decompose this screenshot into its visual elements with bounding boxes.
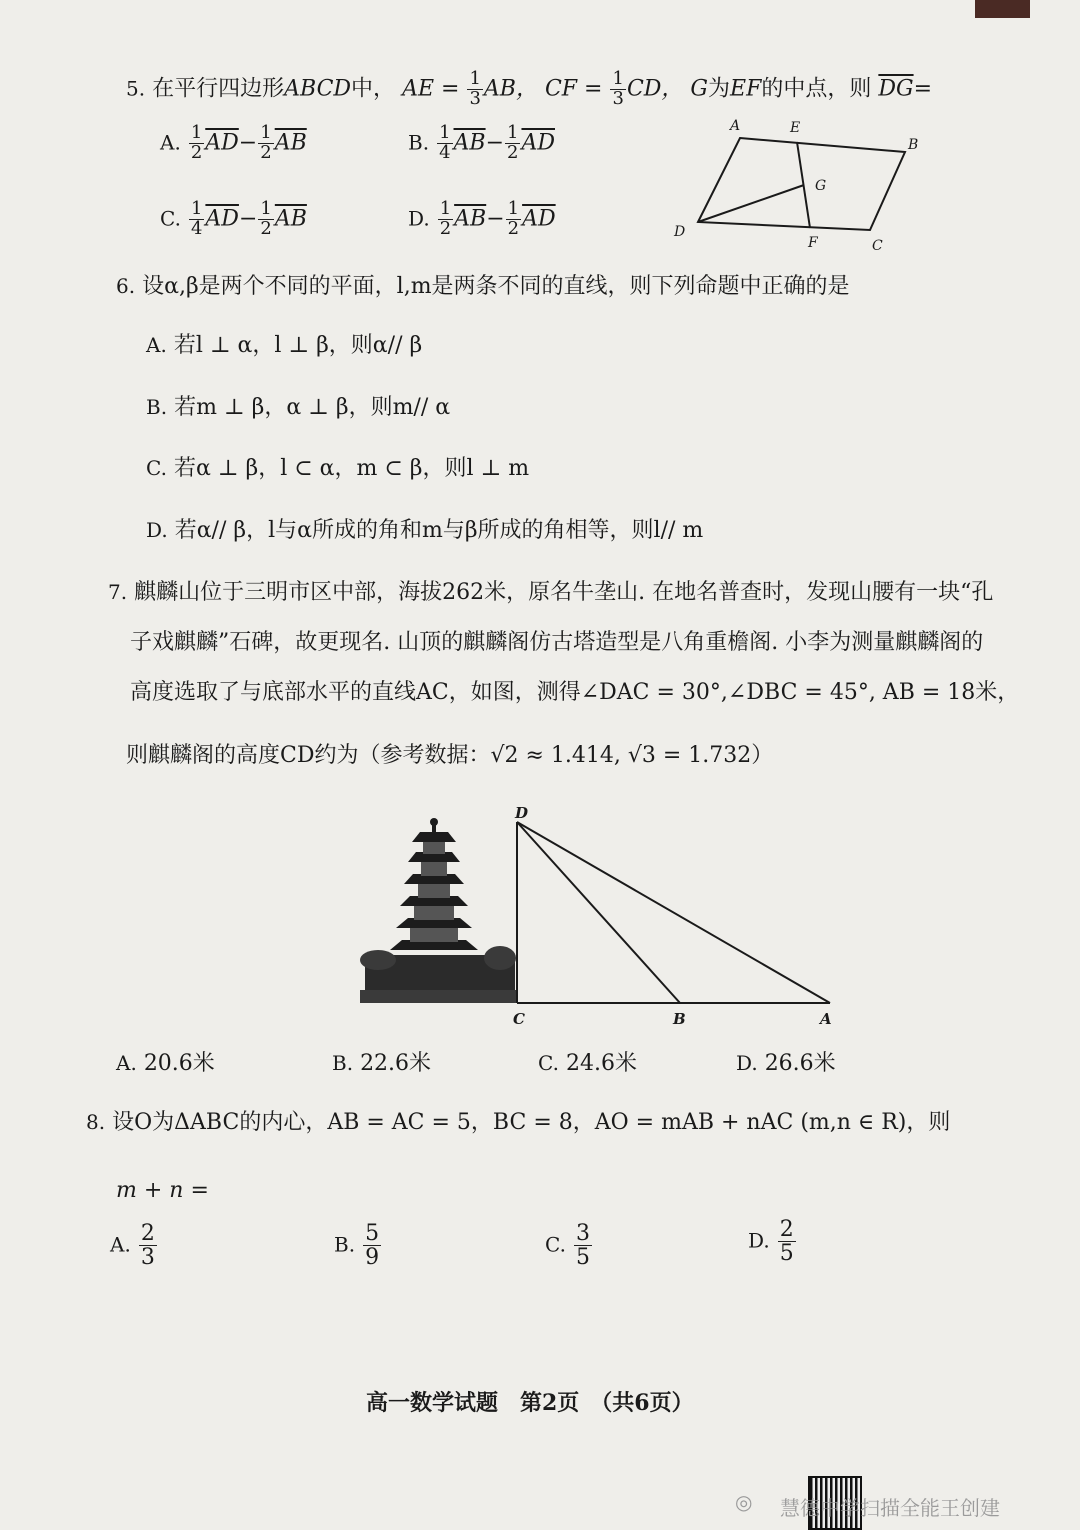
- q5-number: 5.: [126, 76, 146, 101]
- q5-option-b: B. $\frac{1}{4}$ $\overline{AB}-$ $\frac{1}{2}$ $\overline{AD}$: [408, 122, 555, 163]
- q5-equals: =: [913, 76, 933, 102]
- pagoda-photo: [360, 818, 516, 1003]
- q5-option-a: A. $\frac{1}{2}$ $\overline{AD}-$ $\frac{1}{2}$ $\overline{AB}$: [160, 122, 307, 163]
- q5-stem-text-2: 中，: [351, 76, 396, 102]
- q7-tower-figure: [360, 800, 850, 1035]
- q6-stem: 6. 设α,β是两个不同的平面，l,m是两条不同的直线，则下列命题中正确的是: [116, 274, 850, 299]
- q8-option-d: D. $\frac{2}{5}$: [748, 1217, 794, 1267]
- label-e: E: [790, 120, 801, 136]
- label-a: A: [730, 118, 741, 134]
- q5-frac-2: $\frac{1}{3}$: [612, 68, 624, 109]
- q5-dg-vector: $\overline{DG}$: [878, 76, 914, 102]
- q8-line-1: 8. 设O为ΔABC的内心，AB = AC = 5，BC = 8，AO = mAB + nAC (m,n ∈ R)，则: [86, 1110, 951, 1135]
- q5-cf: CF =: [544, 76, 603, 102]
- q7-option-a: A. 20.6米: [116, 1051, 215, 1076]
- wechat-icon: ◎: [735, 1490, 753, 1514]
- q5-frac-1: $\frac{1}{3}$: [469, 68, 481, 109]
- label-c: C: [513, 1010, 525, 1028]
- q5-mid: 的中点，则: [761, 76, 872, 102]
- label-g: G: [815, 178, 827, 194]
- segment-db: [517, 822, 680, 1003]
- q5-stem-text: 在平行四边形: [152, 76, 285, 102]
- label-c: C: [872, 238, 883, 254]
- label-f: F: [808, 235, 818, 251]
- scanner-watermark: 慧德中学扫描全能王创建: [780, 1496, 1000, 1520]
- q5-parallelogram-figure: [660, 110, 930, 260]
- q7-option-d: D. 26.6米: [736, 1051, 836, 1076]
- q6-stem-text: 设α,β是两个不同的平面，l,m是两条不同的直线，则下列命题中正确的是: [142, 274, 850, 299]
- q7-line-1: 7. 麒麟山位于三明市区中部，海拔262米，原名牛垄山. 在地名普查时，发现山腰有一块“孔: [108, 580, 994, 605]
- q6-option-d: D. 若α// β，l与α所成的角和m与β所成的角相等，则l// m: [146, 518, 704, 543]
- q8-option-c: C. $\frac{3}{5}$: [545, 1221, 590, 1271]
- q7-line-2: 子戏麒麟”石碑，故更现名. 山顶的麒麟阁仿古塔造型是八角重檐阁. 小李为测量麒麟阁的: [130, 630, 984, 655]
- label-d: D: [515, 804, 529, 822]
- parallelogram-abcd: [698, 138, 905, 230]
- q5-g: G: [690, 76, 708, 102]
- q5-ab: AB，: [483, 76, 538, 102]
- q8-option-b: B. $\frac{5}{9}$: [334, 1221, 380, 1271]
- page-corner-mark: [975, 0, 1030, 18]
- q5-ae: AE =: [402, 76, 460, 102]
- q7-line-4: 则麒麟阁的高度CD约为（参考数据：√2 ≈ 1.414, √3 = 1.732）: [126, 743, 774, 768]
- q6-option-c: C. 若α ⊥ β，l ⊂ α，m ⊂ β，则l ⊥ m: [146, 456, 530, 481]
- q7-line-3: 高度选取了与底部水平的直线AC，如图，测得∠DAC = 30°,∠DBC = 45°, AB = 18米，: [130, 680, 1020, 705]
- q5-parallelogram-name: ABCD: [284, 76, 352, 102]
- q5-g-desc: 为: [708, 76, 731, 102]
- q8-option-a: A. $\frac{2}{3}$: [110, 1221, 155, 1271]
- page-footer: 高一数学试题 第2页 （共6页）: [366, 1390, 694, 1416]
- q6-option-b: B. 若m ⊥ β，α ⊥ β，则m// α: [146, 395, 451, 420]
- q5-option-d: D. $\frac{1}{2}$ $\overline{AB}-$ $\frac{1}{2}$ $\overline{AD}$: [408, 198, 556, 239]
- segment-da: [517, 822, 830, 1003]
- q5-ef: EF: [730, 76, 762, 102]
- q5-option-c: C. $\frac{1}{4}$ $\overline{AD}-$ $\frac{1}{2}$ $\overline{AB}$: [160, 198, 307, 239]
- label-a: A: [820, 1010, 832, 1028]
- q8-line-2: m + n =: [116, 1178, 209, 1203]
- label-b: B: [908, 137, 919, 153]
- q7-option-b: B. 22.6米: [332, 1051, 432, 1076]
- label-b: B: [673, 1010, 686, 1028]
- q5-cd: CD，: [626, 76, 684, 102]
- q5-stem: [126, 70, 932, 109]
- q6-option-a: A. 若l ⊥ α，l ⊥ β，则α// β: [146, 333, 423, 358]
- q7-option-c: C. 24.6米: [538, 1051, 637, 1076]
- label-d: D: [674, 224, 686, 240]
